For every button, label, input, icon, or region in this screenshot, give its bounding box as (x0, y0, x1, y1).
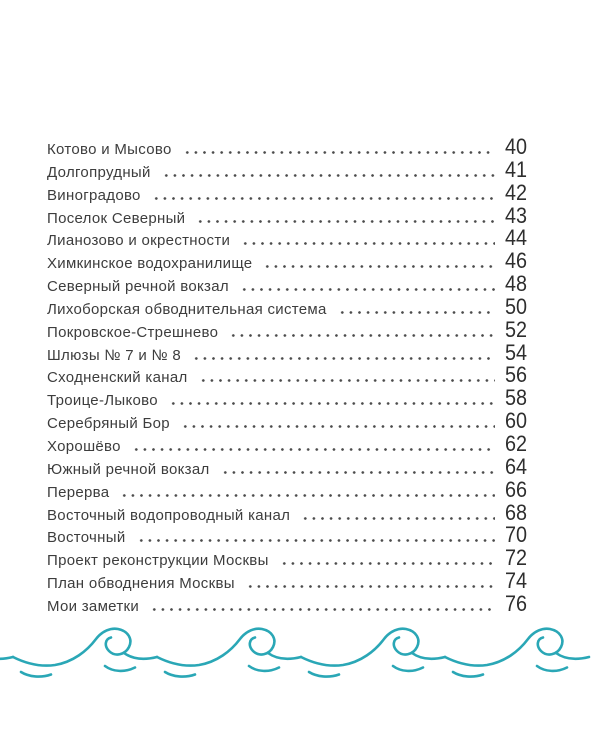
toc-row (47, 179, 538, 205)
dot-leader (278, 562, 495, 565)
toc-entry-page: 43 (505, 202, 528, 228)
toc-row (47, 202, 538, 228)
toc-entry-page: 50 (505, 293, 528, 319)
toc-entry-title: Химкинское водохранилище (47, 255, 253, 273)
toc-row (47, 590, 538, 616)
toc-row (47, 387, 538, 410)
dot-leader (190, 357, 495, 360)
toc-entry-title: Шлюзы № 7 и № 8 (47, 346, 181, 364)
toc-entry-title: Северный речной вокзал (47, 278, 229, 296)
dot-leader (135, 539, 495, 542)
toc-entry-page: 74 (505, 568, 528, 594)
toc-entry-title: Восточный (47, 529, 126, 547)
toc-row (47, 156, 538, 182)
toc-entry-page: 66 (505, 476, 528, 502)
dot-leader (148, 608, 495, 611)
toc-entry-title: Южный речной вокзал (47, 460, 210, 478)
toc-entry-page: 56 (505, 362, 528, 388)
dot-leader (179, 425, 495, 428)
toc-entry-page: 40 (505, 134, 528, 159)
dot-leader (227, 334, 495, 337)
dot-leader (194, 220, 495, 223)
toc-entry-page: 62 (505, 430, 528, 456)
toc-row (47, 273, 538, 296)
toc-row (47, 430, 538, 456)
toc-entry-title: План обводнения Москвы (47, 575, 235, 593)
toc-row (47, 570, 538, 593)
toc-entry-title: Хорошёво (47, 437, 121, 455)
dot-leader (219, 471, 495, 474)
toc-entry-title: Сходненский канал (47, 369, 188, 387)
dot-leader (239, 242, 495, 245)
toc-entry-title: Лианозово и окрестности (47, 232, 231, 250)
toc-entry-title: Покровское-Стрешнево (47, 323, 219, 341)
toc-entry-page: 70 (505, 522, 528, 548)
toc-entry-title: Троице-Лыково (47, 392, 158, 410)
toc-entry-page: 54 (505, 339, 528, 365)
toc-entry-title: Котово и Мысово (47, 141, 172, 158)
dot-leader (130, 448, 495, 451)
dot-leader (181, 151, 495, 154)
dot-leader (118, 494, 495, 497)
toc-entry-page: 48 (505, 271, 528, 297)
dot-leader (261, 265, 495, 268)
toc-entry-page: 58 (505, 385, 528, 411)
toc-entry-page: 60 (505, 408, 528, 434)
toc-row (47, 136, 538, 159)
dot-leader (160, 174, 495, 177)
waves-decoration-icon (0, 618, 600, 688)
dot-leader (238, 288, 495, 291)
toc-entry-page: 52 (505, 316, 528, 342)
toc-entry-page: 72 (505, 545, 528, 571)
toc-entry-title: Серебряный Бор (47, 415, 170, 433)
toc-entry-page: 42 (505, 179, 528, 205)
toc-entry-title: Мои заметки (47, 597, 140, 615)
dot-leader (150, 197, 495, 200)
toc-entry-title: Восточный водопроводный канал (47, 506, 291, 524)
toc-row (47, 410, 538, 433)
toc-row (47, 293, 538, 319)
toc-row (47, 364, 538, 387)
toc-row (47, 547, 538, 570)
toc-entry-title: Проект реконструкции Москвы (47, 552, 269, 570)
toc-entry-page: 76 (505, 590, 528, 616)
toc-row (47, 524, 538, 547)
toc-row (47, 339, 538, 365)
dot-leader (244, 585, 495, 588)
dot-leader (167, 402, 495, 405)
toc-row (47, 499, 538, 525)
toc-row (47, 453, 538, 479)
dot-leader (299, 517, 495, 520)
toc-entry-title: Перерва (47, 483, 110, 501)
dot-leader (197, 379, 495, 382)
toc-entry-title: Поселок Северный (47, 209, 186, 227)
toc-entry-page: 64 (505, 453, 528, 479)
table-of-contents (47, 136, 538, 616)
toc-entry-title: Долгопрудный (47, 163, 151, 181)
toc-entry-title: Виноградово (47, 186, 141, 204)
toc-entry-page: 68 (505, 499, 528, 525)
toc-entry-page: 46 (505, 248, 528, 274)
toc-entry-page: 44 (505, 225, 528, 251)
toc-row (47, 250, 538, 273)
toc-row (47, 227, 538, 250)
toc-entry-title: Лихоборская обводнительная система (47, 300, 327, 318)
toc-row (47, 316, 538, 342)
toc-entry-page: 41 (505, 156, 528, 182)
dot-leader (336, 311, 495, 314)
toc-row (47, 476, 538, 502)
